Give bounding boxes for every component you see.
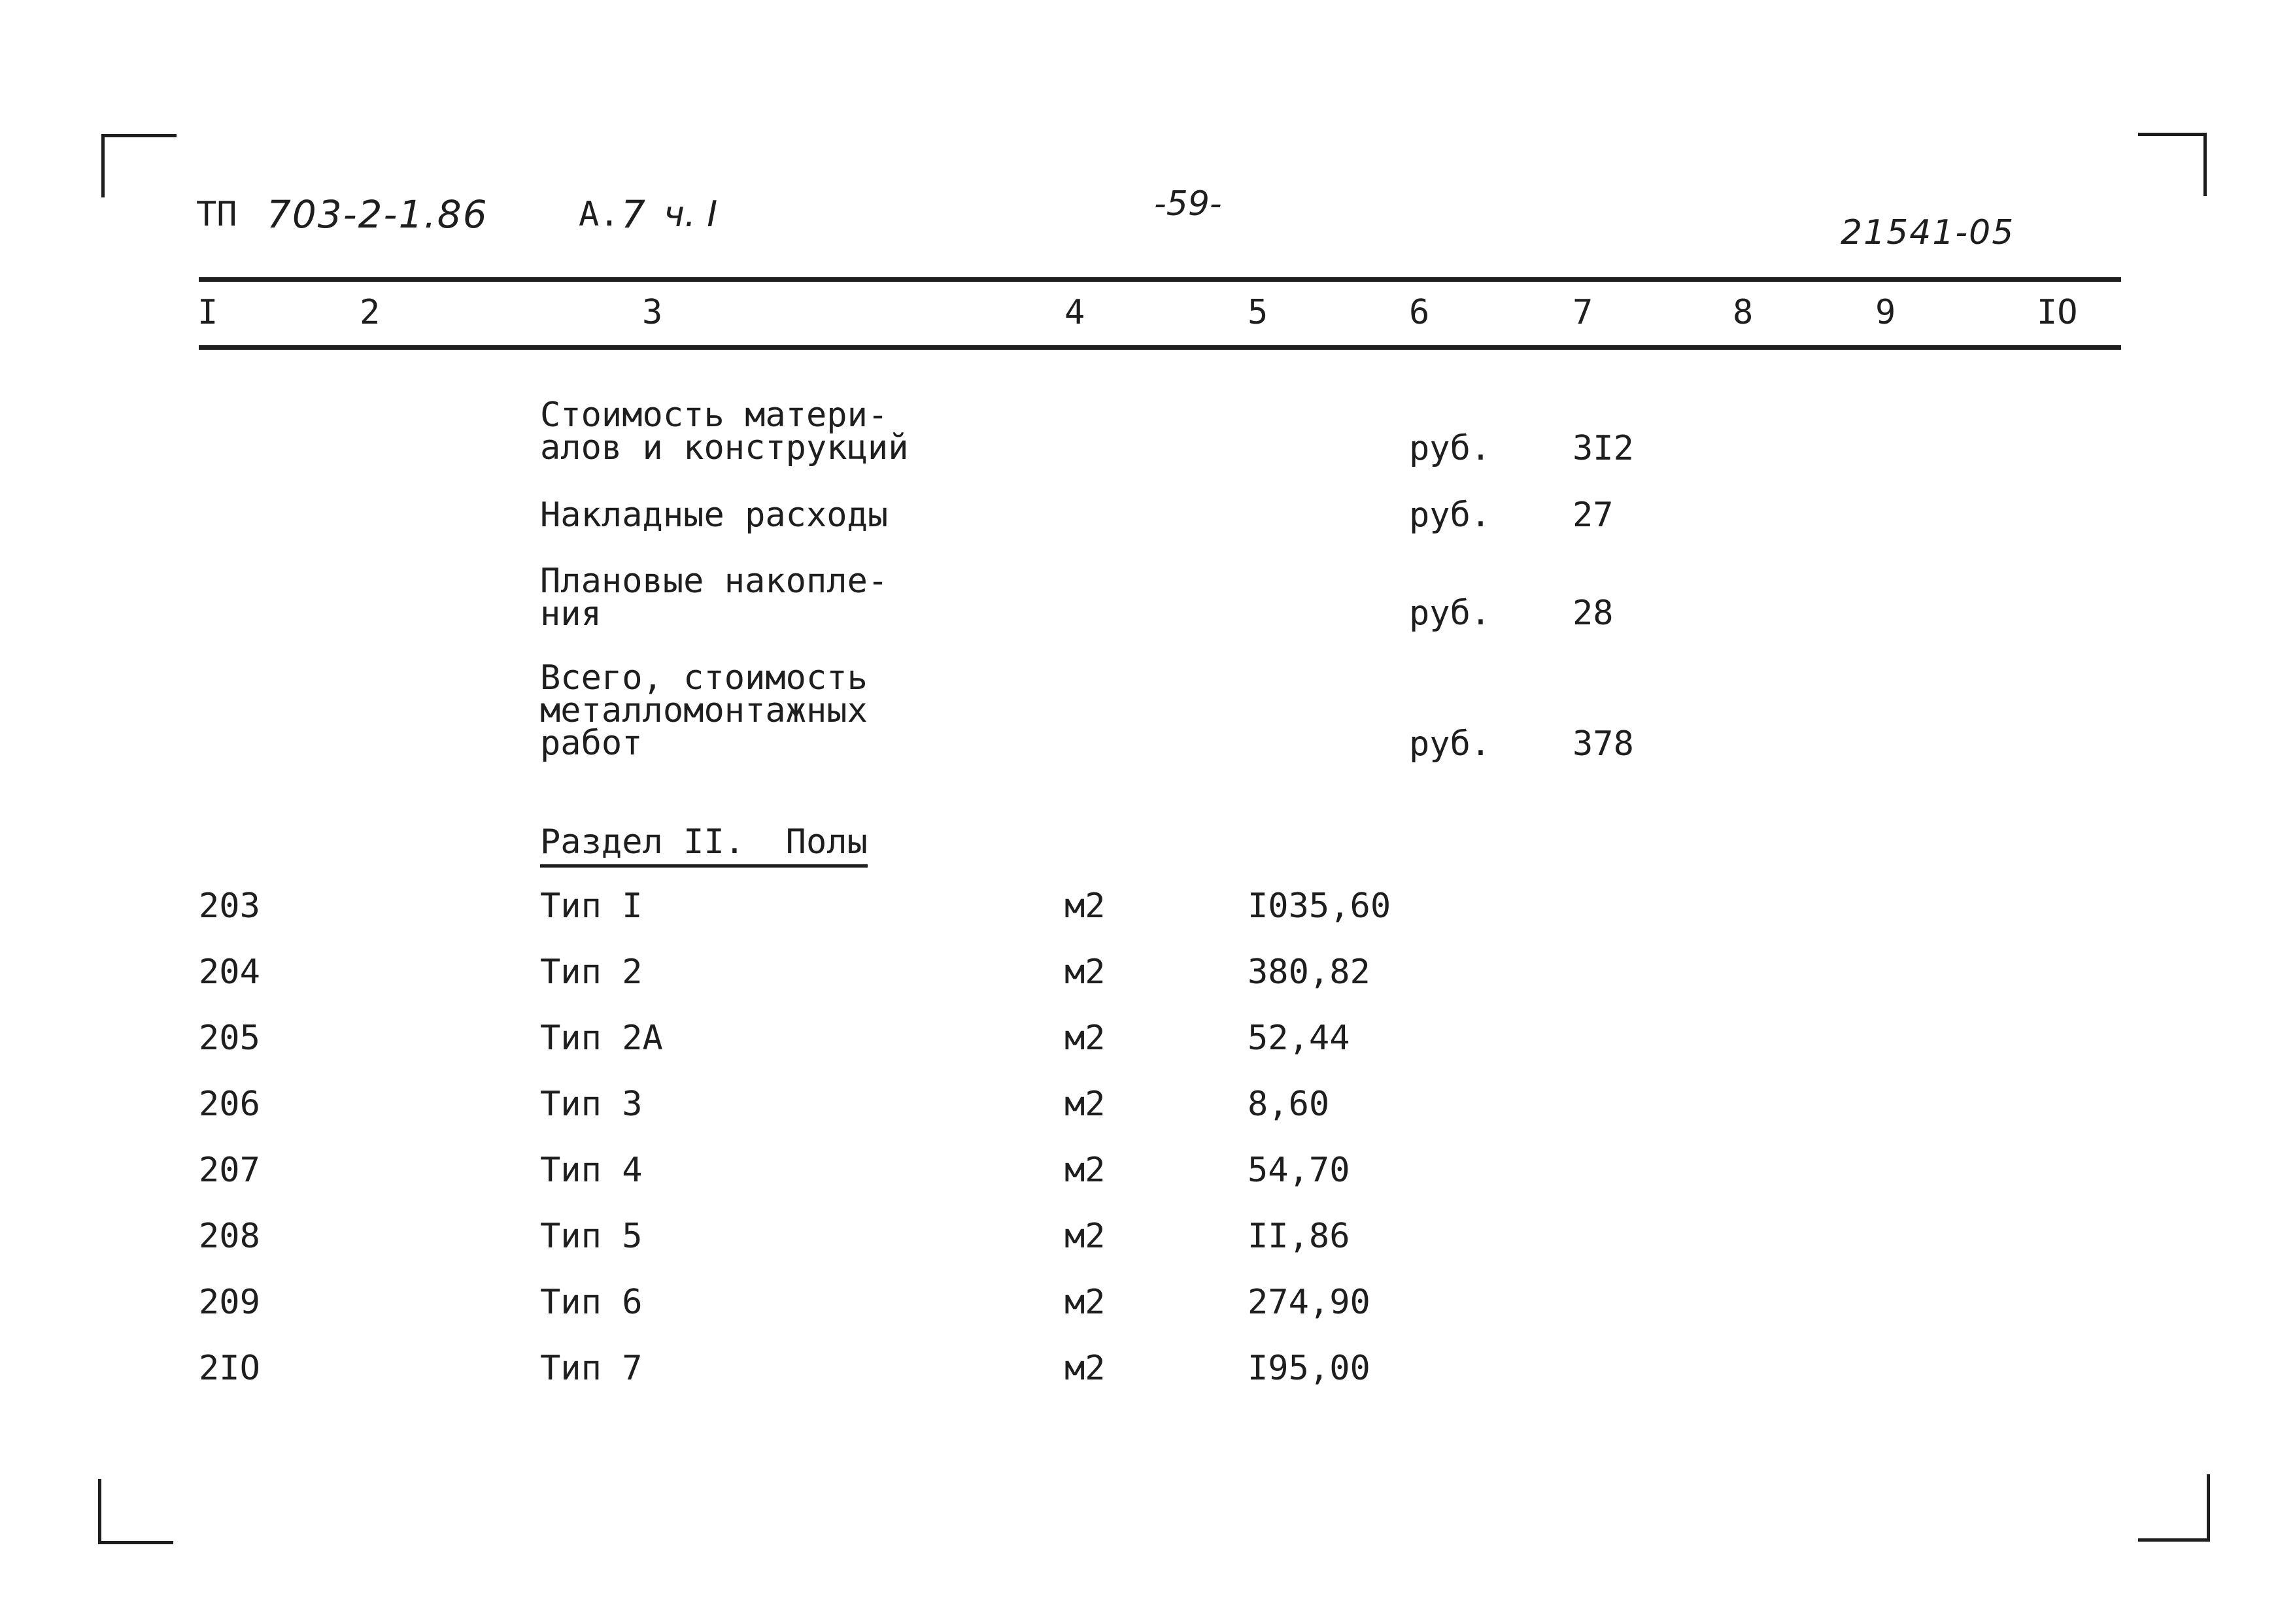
row-number: 207	[199, 1151, 260, 1190]
summary-row-total-unit: руб.	[1409, 724, 1491, 764]
row-name: Тип I	[540, 887, 643, 926]
summary-row-materials-line-2: алов и конструкций	[540, 428, 909, 467]
row-number: 2IO	[199, 1349, 260, 1388]
table-row	[0, 1153, 2295, 1199]
column-header-3: 3	[642, 293, 663, 332]
summary-row-savings-line-2: ния	[540, 594, 602, 634]
row-number: 205	[199, 1019, 260, 1058]
row-name: Тип 4	[540, 1151, 643, 1190]
row-name: Тип 6	[540, 1283, 643, 1322]
summary-row-savings-unit: руб.	[1409, 594, 1491, 633]
column-header-9: 9	[1875, 293, 1896, 332]
row-quantity: 274,90	[1248, 1283, 1370, 1322]
column-header-8: 8	[1733, 293, 1754, 332]
row-name: Тип 2А	[540, 1019, 663, 1058]
row-name: Тип 7	[540, 1349, 643, 1388]
row-unit: м2	[1064, 1085, 1106, 1124]
album-number: 7	[621, 192, 645, 237]
row-number: 208	[199, 1217, 260, 1256]
row-quantity: II,86	[1248, 1217, 1350, 1256]
summary-block	[0, 379, 2295, 771]
series-prefix: ТП	[196, 195, 237, 234]
column-header-5: 5	[1248, 293, 1268, 332]
summary-row-materials-line-1: Стоимость матери-	[540, 396, 889, 435]
summary-row-total-line-2: металломонтажных	[540, 691, 868, 730]
summary-row-materials-value: 3I2	[1572, 429, 1634, 468]
column-header-4: 4	[1064, 293, 1085, 332]
section-title	[540, 822, 868, 862]
part-label: ч. I	[664, 194, 718, 235]
row-unit: м2	[1064, 1217, 1106, 1256]
table-row	[0, 1087, 2295, 1133]
row-quantity: I035,60	[1248, 887, 1391, 926]
row-number: 203	[199, 887, 260, 926]
row-quantity: 380,82	[1248, 953, 1370, 992]
page-number: -59-	[1154, 184, 1222, 224]
row-number: 206	[199, 1085, 260, 1124]
summary-row-total-line-3: работ	[540, 724, 643, 763]
summary-row-total-value: 378	[1572, 724, 1634, 764]
table-row	[0, 955, 2295, 1001]
table-row	[0, 889, 2295, 935]
series-number: 703-2-1.86	[267, 192, 488, 237]
summary-row-materials-unit: руб.	[1409, 429, 1491, 468]
summary-row-total-line-1: Всего, стоимость	[540, 658, 868, 698]
crop-mark-bottom-right	[2138, 1474, 2210, 1542]
summary-row-overhead-unit: руб.	[1409, 496, 1491, 535]
document-header	[0, 0, 2295, 275]
summary-row-overhead-name: Накладные расходы	[540, 496, 889, 535]
row-name: Тип 3	[540, 1085, 643, 1124]
row-unit: м2	[1064, 1019, 1106, 1058]
table-row	[0, 1021, 2295, 1067]
document-code: 21541-05	[1841, 213, 2015, 252]
table-top-rule	[199, 277, 2121, 282]
section-title-text: Раздел II. Полы	[540, 822, 868, 868]
table-row	[0, 1219, 2295, 1265]
row-name: Тип 5	[540, 1217, 643, 1256]
row-name: Тип 2	[540, 953, 643, 992]
column-header-1: I	[197, 293, 218, 332]
column-header-7: 7	[1572, 293, 1593, 332]
crop-mark-bottom-left	[98, 1479, 173, 1544]
column-header-2: 2	[360, 293, 381, 332]
row-unit: м2	[1064, 1151, 1106, 1190]
row-unit: м2	[1064, 887, 1106, 926]
row-quantity: I95,00	[1248, 1349, 1370, 1388]
column-header-6: 6	[1409, 293, 1430, 332]
row-quantity: 54,70	[1248, 1151, 1350, 1190]
row-quantity: 8,60	[1248, 1085, 1330, 1124]
row-number: 209	[199, 1283, 260, 1322]
summary-row-savings-name	[540, 562, 889, 634]
table-header-bottom-rule	[199, 345, 2121, 350]
floor-table	[0, 889, 2295, 1412]
summary-row-total-name	[540, 658, 868, 763]
row-unit: м2	[1064, 1283, 1106, 1322]
row-number: 204	[199, 953, 260, 992]
row-quantity: 52,44	[1248, 1019, 1350, 1058]
column-header-row	[0, 288, 2295, 340]
summary-row-overhead-value: 27	[1572, 496, 1614, 535]
table-row	[0, 1285, 2295, 1331]
summary-row-savings-line-1: Плановые накопле-	[540, 562, 889, 601]
album-prefix: А.	[579, 195, 620, 234]
column-header-10: IO	[2037, 293, 2078, 332]
table-row	[0, 1351, 2295, 1397]
row-unit: м2	[1064, 1349, 1106, 1388]
row-unit: м2	[1064, 953, 1106, 992]
summary-row-savings-value: 28	[1572, 594, 1614, 633]
summary-row-materials-name	[540, 396, 909, 467]
